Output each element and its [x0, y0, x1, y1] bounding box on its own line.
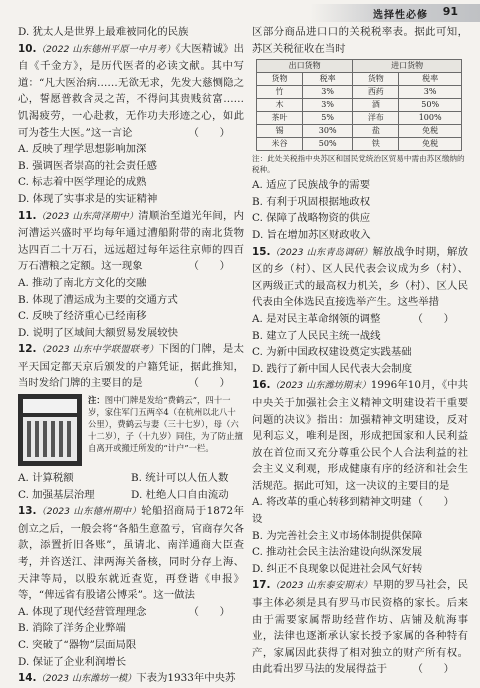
page-number: 91 — [442, 5, 458, 18]
option-c: C. 为新中国政权建设奠定实践基础 — [252, 346, 412, 359]
question-stem: 清顺治至道光年间，内河漕运兴盛时平均每年通过漕船附带的南北货物达四百二十万石，远远超过每年运往京师的四百万石漕粮之定额。这一现象 — [18, 209, 244, 273]
question-source: （2023 山东中学联盟联考） — [36, 344, 159, 356]
question-number: 14. — [18, 672, 37, 685]
option-a: A. 体现了现代经营管理理念 — [18, 605, 147, 618]
question-stem: 《大医精诚》出自《千金方》，是历代医者的必读文献。其中写道：“凡大医治病……无欲无求，先发大慈恻隐之心，誓愿普救含灵之苦，不得问其贵贱贫富……饥渴疲劳，一心赴救，无作功夫形迹之心，如此可为苍生大医。”这一言论 — [18, 42, 244, 139]
options-row — [18, 470, 244, 487]
table-cell: 5% — [303, 112, 353, 125]
option-a: A. 是对民主革命纲领的调整 — [252, 312, 381, 325]
left-column — [18, 24, 244, 688]
option-b: B. 强调医者崇高的社会责任感 — [18, 159, 157, 172]
question-14-continued: 区部分商品进口口的关税税率表。据此可知，苏区关税征收在当时 — [252, 26, 468, 55]
option-b: B. 统计可以人伍人数 — [131, 472, 229, 485]
question-number: 11. — [18, 209, 37, 222]
table-cell: 洋布 — [353, 112, 399, 125]
question-15 — [252, 244, 468, 378]
table-cell: 30% — [303, 125, 353, 138]
question-number: 13. — [18, 505, 37, 518]
caption-label: 注： — [88, 395, 105, 406]
question-stem: 下图的门牌，是太平天国定都天京后颁发的户籍凭证，据此推知，当时发给门牌的主要目的是 — [18, 343, 244, 390]
option-c: C. 突破了“器物”层面局限 — [18, 639, 137, 651]
table-cell: 酒 — [353, 99, 399, 112]
table-cell: 西药 — [353, 86, 399, 99]
question-stem: 下表为1933年中央苏 — [136, 672, 236, 685]
table-cell: 3% — [399, 86, 462, 99]
figure-caption — [88, 394, 244, 466]
option-d: D. 保证了企业利润增长 — [18, 655, 127, 668]
header-title: 选择性必修 — [373, 10, 428, 21]
question-12 — [18, 341, 244, 503]
option-d: D. 纠正不良现象以促进社会风气好转 — [252, 562, 423, 575]
table-cell: 木 — [257, 99, 303, 112]
table-row — [257, 99, 462, 112]
option-d: D. 体现了实事求是的实证精神 — [18, 192, 158, 205]
option-c: C. 保障了战略物资的供应 — [252, 212, 371, 225]
question-source: （2023 山东泰安期末） — [270, 580, 373, 592]
question-17 — [252, 577, 468, 678]
table-note: 注：此处关税指中央苏区和国民党统治区贸易中需由苏区缴纳的税种。 — [252, 154, 465, 175]
table-cell: 米谷 — [257, 138, 303, 151]
table-row — [257, 138, 462, 151]
door-plaque-image — [18, 394, 82, 466]
question-stem: 解放战争时期，解放区的乡（村）、区人民代表会议成为乡（村）、区两级正式的最高权力机关，乡（村）、区人民代表由全体选民直接选举产生。这些举措 — [252, 245, 468, 309]
question-14 — [18, 670, 244, 688]
answer-paren: （ ） — [188, 377, 230, 390]
question-stem: 轮船招商局于1872年创立之后，一般会将“各船生意盈亏，官商存欠各款，添置折旧各账”，虽请北、南洋通商大臣查考，并咨送江、津两海关备核，同时分存上海、天津等局，以股东就近查览，再登谐《申报》等，“俾远省有股诸公博采”。这一做法 — [18, 505, 244, 602]
table-header-cell: 货物 — [353, 73, 399, 86]
question-source: （2023 山东菏泽期中） — [36, 210, 139, 222]
option-b: B. 有利于巩固根据地政权 — [252, 195, 371, 208]
right-column — [252, 24, 468, 678]
question-13 — [18, 503, 244, 670]
caption-text: 图中门牌是发给“费鹤云”，四十一岁，家住军门五两卒4（在杭州以北八十公里），费鹤云与妻（三十七岁），母（六十二岁），子（十九岁）同住，为了防止擅自离开或搬迁所发的“计户”一栏。 — [88, 395, 243, 454]
table-group-header: 进口货物 — [353, 60, 462, 73]
question-10 — [18, 41, 244, 208]
table-cell: 免税 — [399, 125, 462, 138]
option-c: C. 反映了经济重心已经南移 — [18, 310, 147, 323]
table-cell: 50% — [399, 99, 462, 112]
table-row — [257, 125, 462, 138]
option-d: D. 杜绝人口自由流动 — [131, 488, 229, 501]
table-header-cell: 税率 — [303, 73, 353, 86]
option-d: D. 践行了新中国人民代表大会制度 — [252, 362, 413, 375]
option-b: B. 消除了洋务企业弊端 — [18, 622, 126, 635]
table-cell: 铁 — [353, 138, 399, 151]
question-number: 12. — [18, 343, 37, 356]
table-cell: 盐 — [353, 125, 399, 138]
question-number: 10. — [18, 42, 37, 55]
option-b: B. 为完善社会主义市场体制提供保障 — [252, 529, 423, 542]
option-a: A. 适应了民族战争的需要 — [252, 179, 371, 192]
answer-paren: （ ） — [188, 605, 230, 618]
table-cell: 茶叶 — [257, 112, 303, 125]
table-cell: 3% — [303, 86, 353, 99]
page-header — [0, 0, 480, 26]
answer-paren: （ ） — [412, 312, 454, 325]
table-cell: 免税 — [399, 138, 462, 151]
option-b: B. 建立了人民民主统一战线 — [252, 329, 381, 342]
option-c: C. 加强基层治理 — [18, 488, 95, 501]
answer-paren: （ ） — [412, 663, 454, 676]
answer-paren: （ ） — [412, 496, 454, 509]
answer-paren: （ ） — [188, 126, 230, 139]
options-row — [18, 487, 244, 504]
question-11 — [18, 208, 244, 342]
option-a: A. 将改革的重心转移到精神文明建设 — [252, 496, 412, 526]
question-stem: 早期的罗马社会，民事主体必须是具有罗马市民资格的家长。后来由于需要家属帮助经营作坊、店铺及航海事业，法律也逐渐承认家长授予家属的各种特有产，家属因此获得了相对独立的财产所有权。由此看出罗马法的发展得益于 — [252, 579, 468, 676]
table-header-cell: 货物 — [257, 73, 303, 86]
table-group-header: 出口货物 — [257, 60, 353, 73]
option-c: C. 推动社会民主法治建设向纵深发展 — [252, 546, 423, 559]
question-source: （2022 山东德州平原一中月考） — [36, 43, 176, 55]
question-source: （2023 山东青岛调研） — [270, 246, 373, 258]
question-number: 16. — [252, 379, 271, 392]
table-cell: 锡 — [257, 125, 303, 138]
table-cell: 100% — [399, 112, 462, 125]
table-row — [257, 86, 462, 99]
question-16 — [252, 377, 468, 577]
table-cell: 3% — [303, 99, 353, 112]
option-a: A. 推动了南北方文化的交融 — [18, 276, 147, 289]
table-cell: 竹 — [257, 86, 303, 99]
table-cell: 50% — [303, 138, 353, 151]
option-d: D. 旨在增加苏区财政收入 — [252, 228, 371, 241]
question-number: 17. — [252, 579, 271, 592]
question-source: （2023 山东潍坊一模） — [36, 673, 137, 685]
door-plaque-figure — [18, 394, 244, 466]
option-a: A. 计算税额 — [18, 472, 74, 485]
option-d: D. 说明了区域间大额贸易发展较快 — [18, 326, 179, 339]
table-header-cell: 税率 — [399, 73, 462, 86]
question-number: 15. — [252, 245, 271, 258]
option-c: C. 标志着中医学理论的成熟 — [18, 176, 147, 189]
answer-paren: （ ） — [188, 260, 230, 273]
question-source: （2023 山东潍坊期末） — [270, 380, 371, 392]
q9-option-d: D. 犹太人是世界上最难被同化的民族 — [18, 26, 189, 38]
tariff-table — [256, 59, 462, 151]
question-source: （2023 山东德州期中） — [36, 506, 142, 518]
option-b: B. 体现了漕运成为主要的交通方式 — [18, 293, 178, 306]
question-stem: 1996年10月，《中共中央关于加强社会主义精神文明建设若干重要问题的决议》指出：加强精神文明建设，反对见利忘义，唯利是图，形成把国家和人民利益放在首位而又充分尊重公民个人合法利益的社会主义义利观，形成健康有序的经济和社会生活规范。据此可知，这一决议的主要目的是 — [252, 379, 468, 492]
table-row — [257, 112, 462, 125]
option-a: A. 反映了理学思想影响加深 — [18, 143, 147, 156]
